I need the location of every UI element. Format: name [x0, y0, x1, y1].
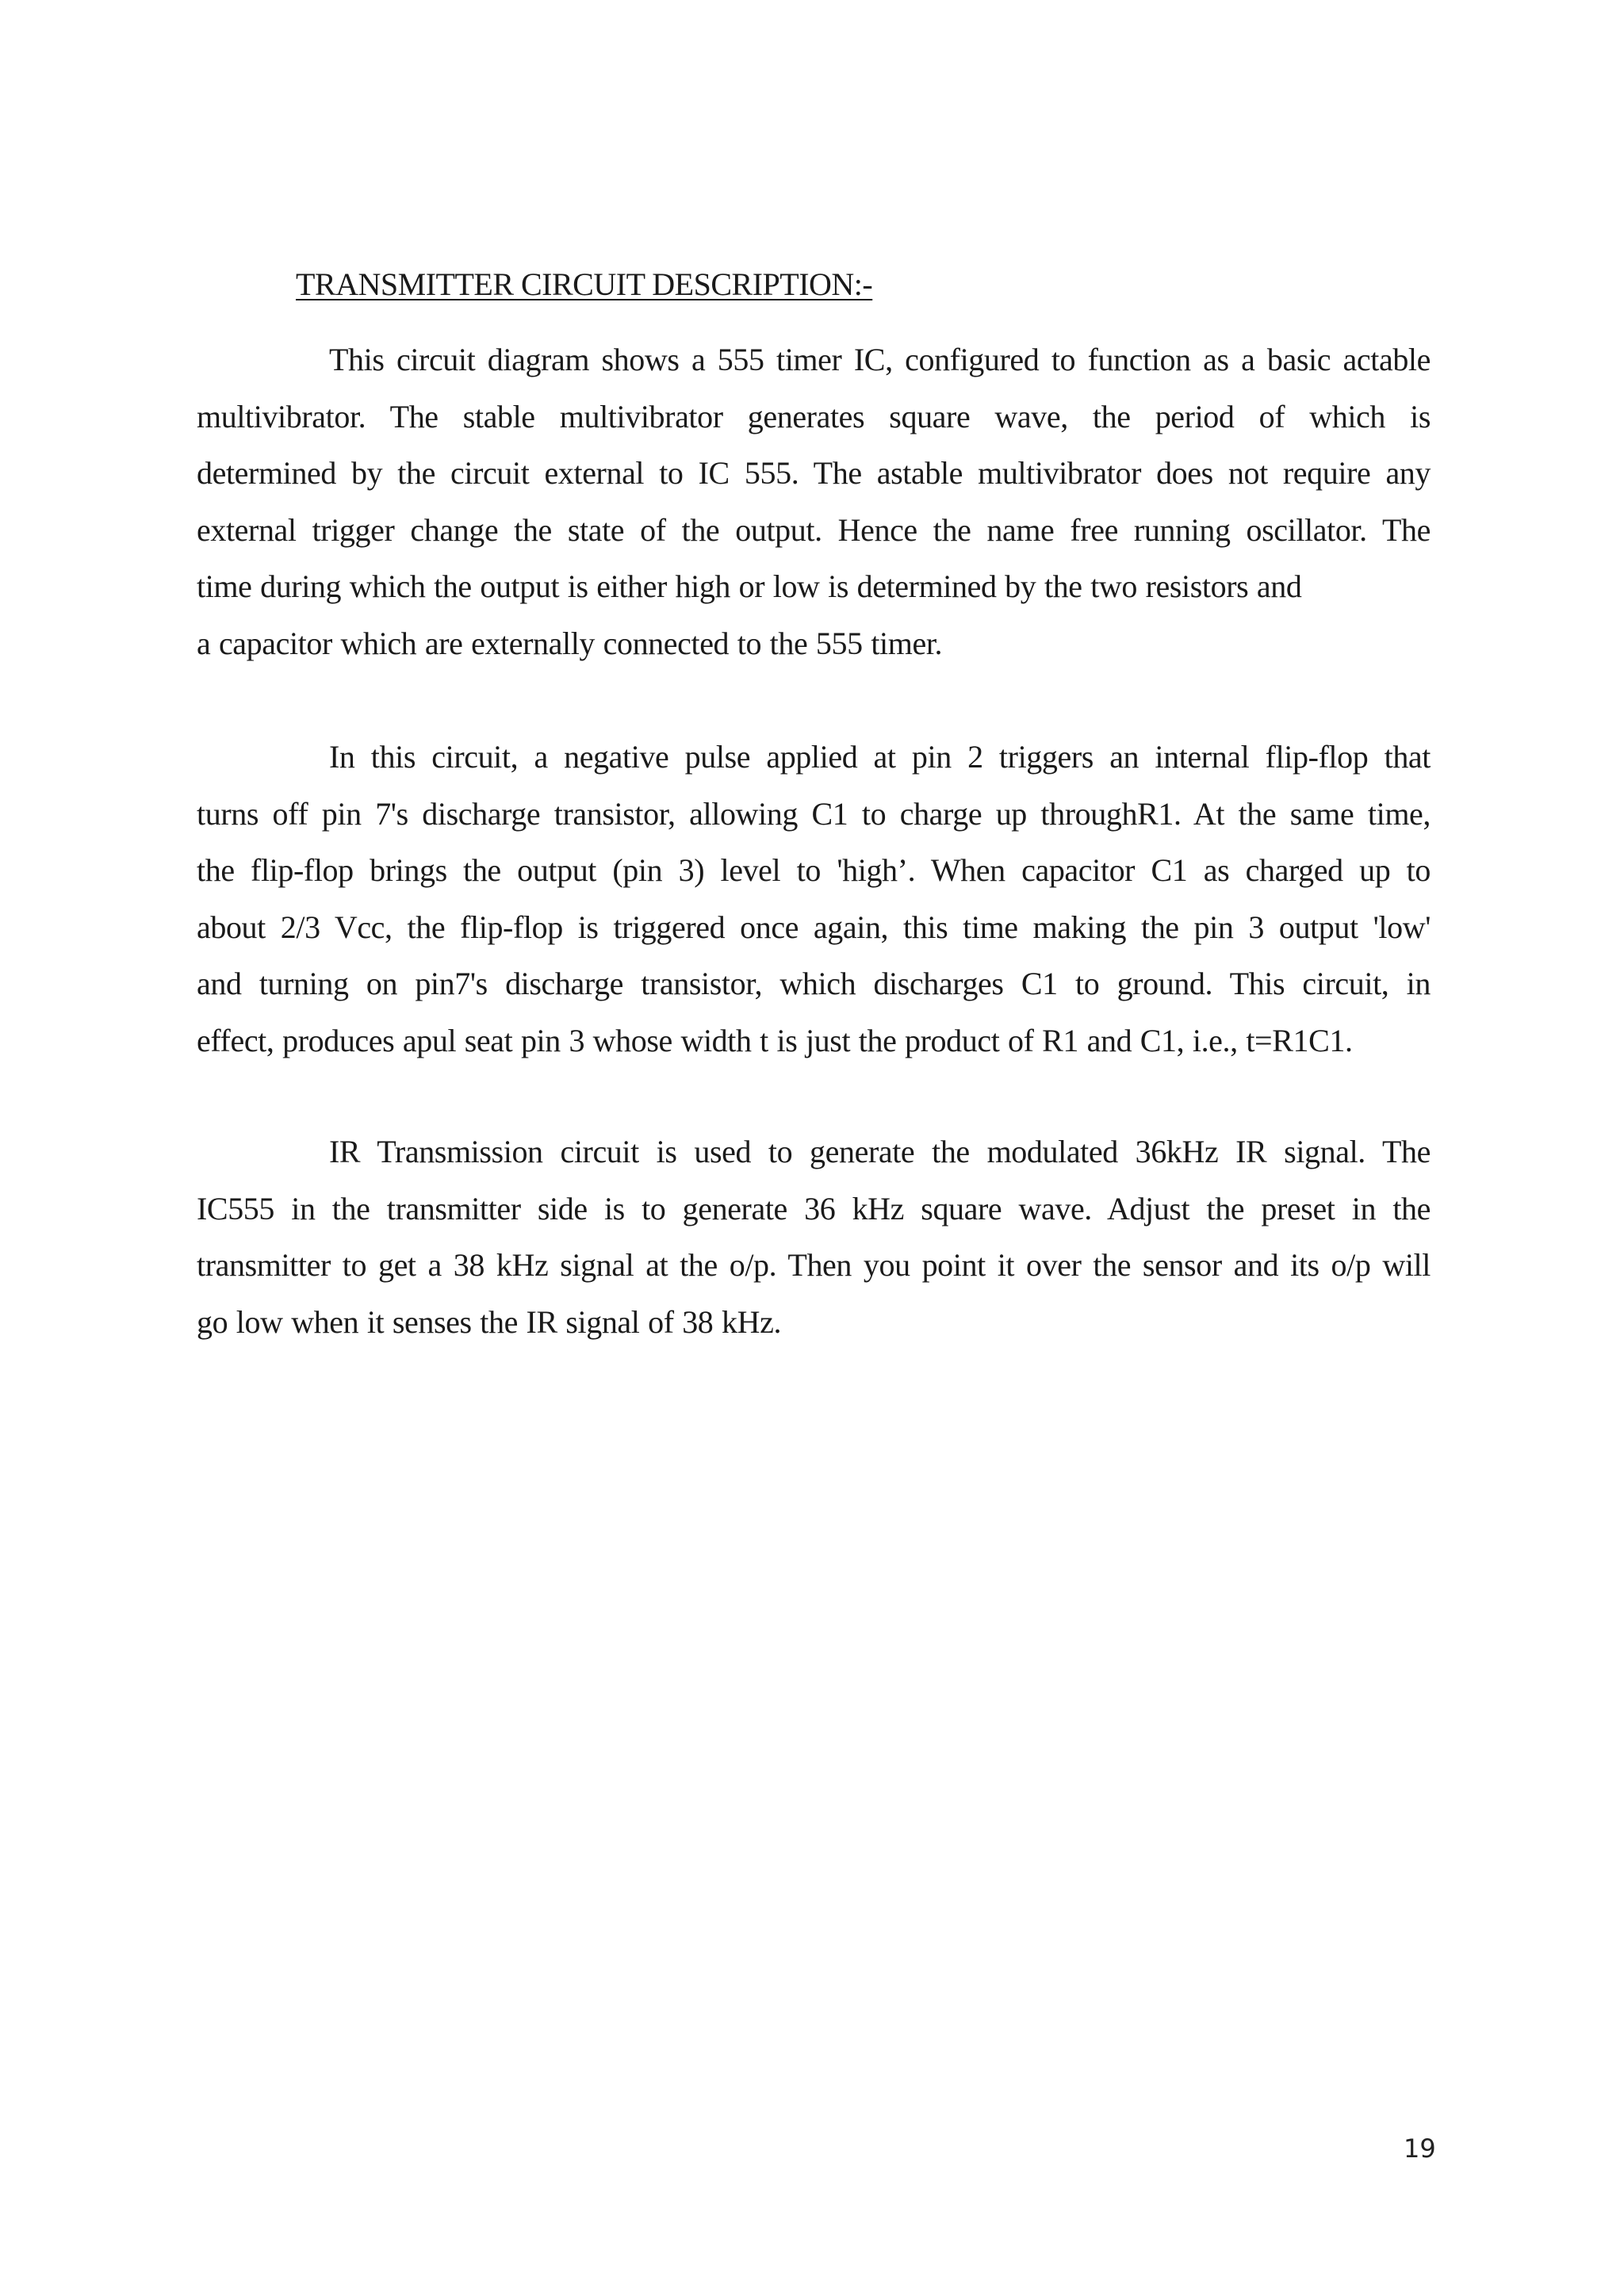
section-heading: TRANSMITTER CIRCUIT DESCRIPTION:- [296, 266, 873, 302]
page-number: 19 [1404, 2133, 1436, 2164]
text-line: external trigger change the state of the output. Hence the name free running oscillator. The [197, 511, 1431, 548]
text-line: and turning on pin7's discharge transistor, which discharges C1 to ground. This circuit, in [197, 966, 1431, 1001]
text-line: In this circuit, a negative pulse applied at pin 2 triggers an internal flip-flop that [329, 739, 1431, 775]
paragraph-ir-transmission [197, 1123, 1431, 1350]
text-line: time during which the output is either high or low is determined by the two resistors and [197, 568, 1302, 604]
text-line: transmitter to get a 38 kHz signal at the o/p. Then you point it over the sensor and its o/p will [197, 1247, 1431, 1283]
text-line: multivibrator. The stable multivibrator generates square wave, the period of which is [197, 398, 1431, 434]
paragraph-pulse-operation [197, 729, 1431, 1069]
text-line: IR Transmission circuit is used to generate the modulated 36kHz IR signal. The [329, 1134, 1431, 1169]
paragraph-circuit-overview [197, 331, 1431, 672]
text-line: a capacitor which are externally connected to the 555 timer. [197, 625, 943, 661]
text-line: the flip-flop brings the output (pin 3) level to 'high’. When capacitor C1 as charged up to [197, 852, 1431, 888]
text-line: about 2/3 Vcc, the flip-flop is triggered once again, this time making the pin 3 output 'low' [197, 909, 1431, 945]
text-line: go low when it senses the IR signal of 38 kHz. [197, 1303, 782, 1340]
text-line: effect, produces apul seat pin 3 whose width t is just the product of R1 and C1, i.e., t=R1C1. [197, 1022, 1353, 1058]
text-line: IC555 in the transmitter side is to generate 36 kHz square wave. Adjust the preset in the [197, 1190, 1431, 1226]
text-line: turns off pin 7's discharge transistor, allowing C1 to charge up throughR1. At the same time, [197, 795, 1431, 832]
text-line: determined by the circuit external to IC 555. The astable multivibrator does not require any [197, 455, 1431, 491]
text-line: This circuit diagram shows a 555 timer IC, configured to function as a basic actable [329, 342, 1431, 377]
